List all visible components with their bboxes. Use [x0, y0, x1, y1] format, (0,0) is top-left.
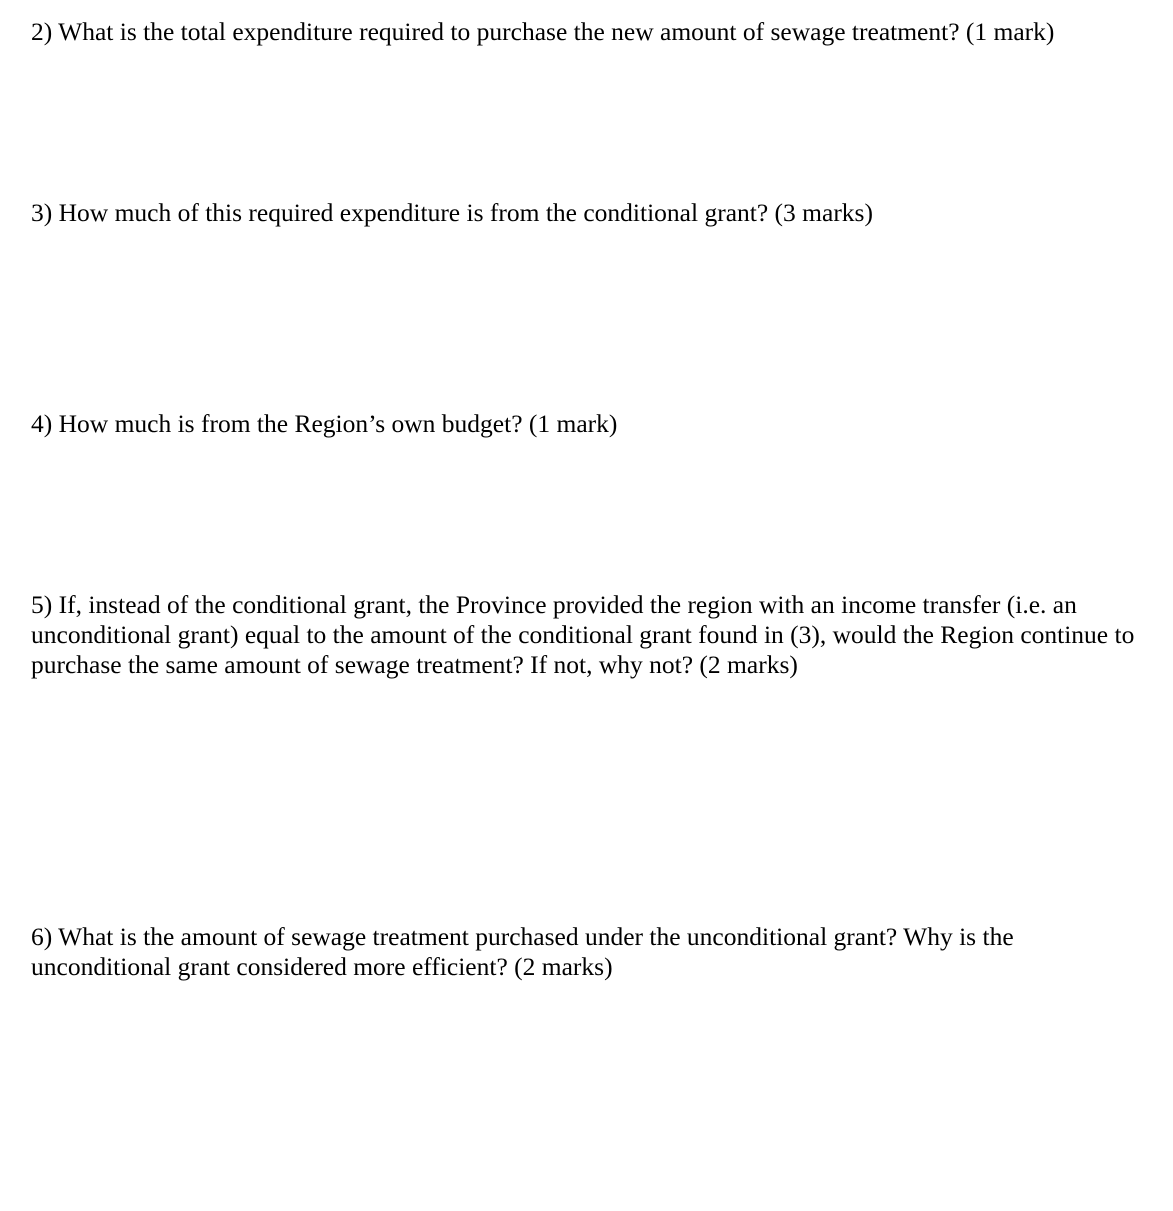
question-2: 2) What is the total expenditure required to purchase the new amount of sewage treatment? (1 mark) [31, 17, 1055, 46]
question-6: 6) What is the amount of sewage treatment purchased under the unconditional grant? Why is the unconditional grant considered more efficient? (2 marks) [31, 922, 1014, 981]
answer-space-4 [31, 445, 1141, 580]
question-4: 4) How much is from the Region’s own budget? (1 mark) [31, 409, 618, 438]
answer-space-2 [31, 55, 1141, 190]
answer-space-5 [31, 685, 1141, 910]
question-3: 3) How much of this required expenditure is from the conditional grant? (3 marks) [31, 198, 873, 227]
answer-space-3 [31, 235, 1141, 400]
answer-space-6 [31, 990, 1141, 1200]
question-5: 5) If, instead of the conditional grant, the Province provided the region with an income transfer (i.e. an unconditional grant) equal to the amount of the conditional grant found in (3), would the Region continue to purchase the same amount of sewage treatment? If not, why not? (2 marks) [31, 590, 1135, 679]
